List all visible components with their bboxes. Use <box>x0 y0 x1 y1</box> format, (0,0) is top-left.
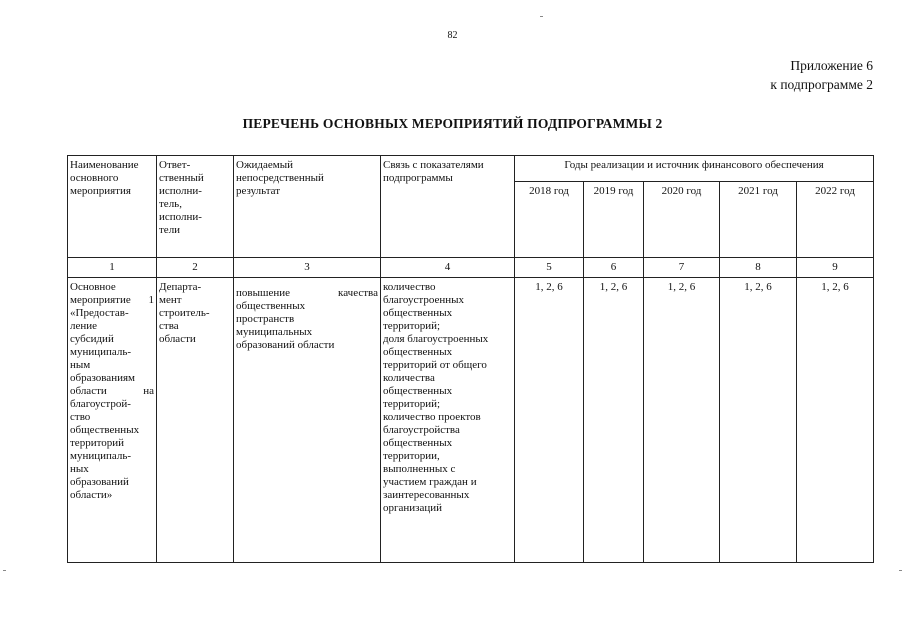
header-years-group: Годы реализации и источник финансового обеспечения <box>515 156 874 182</box>
text-line: муниципальных <box>236 326 313 338</box>
text-line: ление <box>70 320 98 332</box>
text-line: территории, <box>383 450 440 462</box>
text-line: ных <box>70 463 89 475</box>
text-line: Ожидаемый <box>236 159 294 171</box>
header-row-1 <box>68 156 874 182</box>
column-number: 6 <box>584 258 644 278</box>
responsible-cell <box>157 278 234 563</box>
text-line: исполни- <box>159 211 202 223</box>
year-2020-value: 1, 2, 6 <box>644 278 720 563</box>
column-number: 1 <box>68 258 157 278</box>
text-line: территорий от общего <box>383 359 487 371</box>
text-line: образований <box>70 476 129 488</box>
text-line: Связь с показателями <box>383 159 484 171</box>
expected-result-rest <box>236 300 378 352</box>
text-line: пространств <box>236 313 295 325</box>
text-line: субсидий <box>70 333 114 345</box>
scan-speck <box>540 16 543 17</box>
text-line: Ответ- <box>159 159 191 171</box>
text-line: Департа- <box>159 281 202 293</box>
text-line: области» <box>70 489 113 501</box>
text-line: общественных <box>383 346 453 358</box>
header-year-2019: 2019 год <box>584 182 644 258</box>
text-line: участием граждан и <box>383 476 477 488</box>
text-line: территорий <box>70 437 125 449</box>
year-2019-value: 1, 2, 6 <box>584 278 644 563</box>
table-row <box>68 278 874 563</box>
text-line: благоустройства <box>383 424 460 436</box>
text-line: доля благоустроенных <box>383 333 489 345</box>
measure-name-cell <box>68 278 157 563</box>
text-line: общественных <box>383 437 453 449</box>
text-line: ственный <box>159 172 204 184</box>
measures-table <box>67 155 874 563</box>
text-line: общественных <box>383 307 453 319</box>
text-line: выполненных с <box>383 463 456 475</box>
text-line: основного <box>70 172 119 184</box>
text-line: территорий; <box>383 320 441 332</box>
text-line: ным <box>70 359 91 371</box>
text-line: количество проектов <box>383 411 481 423</box>
header-year-2021: 2021 год <box>720 182 797 258</box>
column-number: 2 <box>157 258 234 278</box>
column-number: 4 <box>381 258 515 278</box>
text-line: тели <box>159 224 181 236</box>
text-line: исполни- <box>159 185 202 197</box>
appendix-line-2: к подпрограмме 2 <box>770 77 873 92</box>
text-line: области <box>159 333 196 345</box>
text-line: территорий; <box>383 398 441 410</box>
text-line: ство <box>70 411 91 423</box>
header-col1 <box>68 156 157 258</box>
text-line: «Предостав- <box>70 307 129 319</box>
appendix-note <box>770 56 873 94</box>
column-number: 7 <box>644 258 720 278</box>
text-line: подпрограммы <box>383 172 453 184</box>
scan-speck <box>899 570 902 571</box>
text-line: непосредственный <box>236 172 324 184</box>
year-2018-value: 1, 2, 6 <box>515 278 584 563</box>
text-line: муниципаль- <box>70 346 132 358</box>
text-line: тель, <box>159 198 182 210</box>
column-number: 9 <box>797 258 874 278</box>
text-line: мероприятия <box>70 185 131 197</box>
text-line: общественных <box>236 300 306 312</box>
column-number: 5 <box>515 258 584 278</box>
measure-name-rest <box>70 307 154 502</box>
text-line: общественных <box>383 385 453 397</box>
text-line: благоустроенных <box>383 294 465 306</box>
header-col4 <box>381 156 515 258</box>
text-line: образованиям <box>70 372 135 384</box>
text-line: организаций <box>383 502 443 514</box>
appendix-line-1: Приложение 6 <box>790 58 873 73</box>
expected-result-first-line: повышение качества <box>236 287 378 299</box>
text-line: результат <box>236 185 281 197</box>
text-line: мент <box>159 294 182 306</box>
text-line: ства <box>159 320 179 332</box>
text-line: заинтересованных <box>383 489 470 501</box>
column-number: 3 <box>234 258 381 278</box>
text-line: количество <box>383 281 436 293</box>
document-title: ПЕРЕЧЕНЬ ОСНОВНЫХ МЕРОПРИЯТИЙ ПОДПРОГРАММЫ 2 <box>242 116 663 131</box>
measure-name-first-line: Основное мероприятие 1 <box>70 281 154 306</box>
text-line: строитель- <box>159 307 210 319</box>
text-line: образований области <box>236 339 335 351</box>
year-2021-value: 1, 2, 6 <box>720 278 797 563</box>
column-number: 8 <box>720 258 797 278</box>
text-line: области на <box>70 385 154 397</box>
text-line: Наименование <box>70 159 139 171</box>
text-line: благоустрой- <box>70 398 131 410</box>
text-line: общественных <box>70 424 140 436</box>
header-year-2018: 2018 год <box>515 182 584 258</box>
text-line: количества <box>383 372 435 384</box>
expected-result-cell <box>234 278 381 563</box>
scan-speck <box>3 570 6 571</box>
year-2022-value: 1, 2, 6 <box>797 278 874 563</box>
text-line: муниципаль- <box>70 450 132 462</box>
header-year-2020: 2020 год <box>644 182 720 258</box>
header-year-2022: 2022 год <box>797 182 874 258</box>
indicators-cell <box>381 278 515 563</box>
header-col2 <box>157 156 234 258</box>
column-number-row <box>68 258 874 278</box>
page-number: 82 <box>447 30 458 41</box>
header-col3 <box>234 156 381 258</box>
